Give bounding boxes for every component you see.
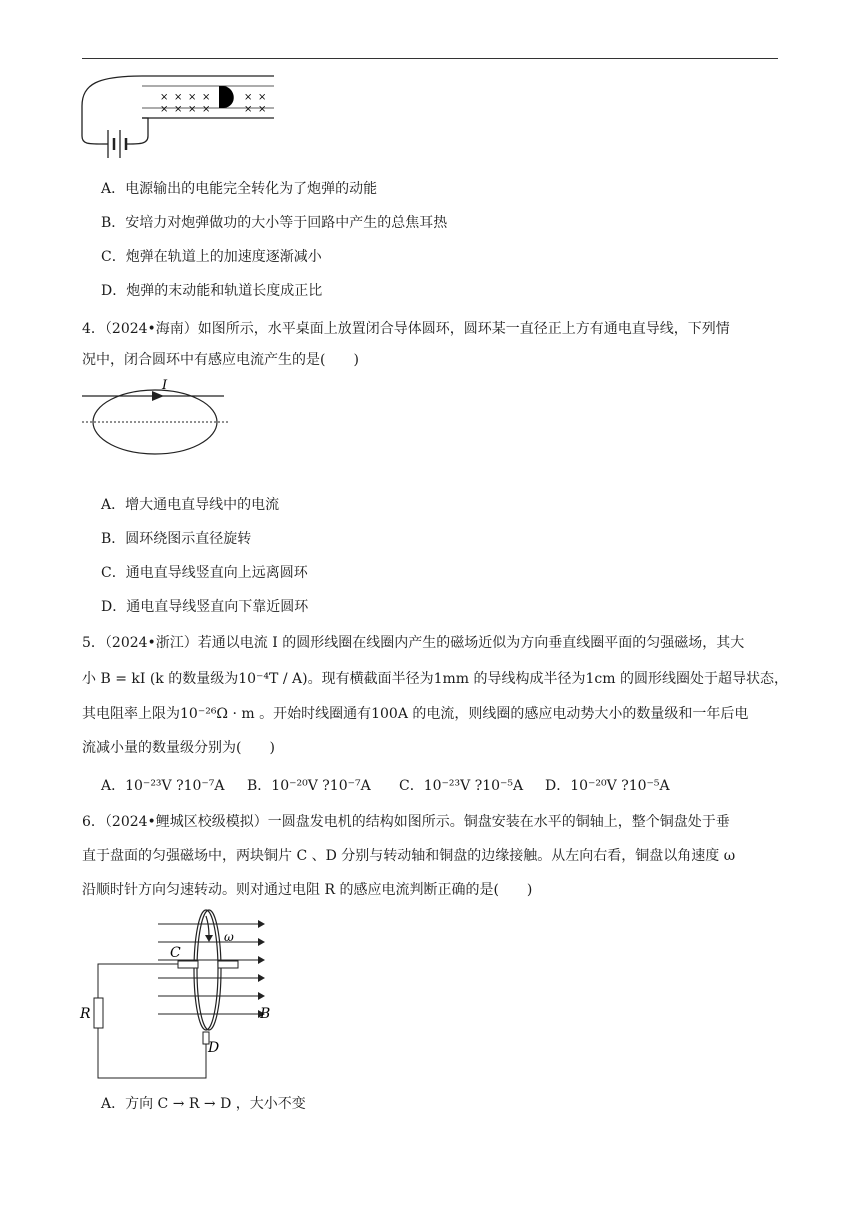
field-mark: ×: [174, 104, 183, 115]
question-5-line-1: 5．（2024•浙江）若通以电流 I 的圆形线圈在线圈内产生的磁场近似为方向垂直线圈平面的匀强磁场，其大: [82, 635, 745, 651]
option-c: C．炮弹在轨道上的加速度逐渐减小: [101, 249, 322, 265]
option-b: B．10⁻²⁰V ?10⁻⁷A: [247, 778, 371, 794]
field-mark: ×: [188, 104, 197, 115]
field-mark: ×: [258, 104, 267, 115]
rail-gun-figure: [78, 66, 278, 166]
question-5-line-2: 小 B = kI (k 的数量级为10⁻⁴T / A)。现有横截面半径为1mm 的导线构成半径为1cm 的圆形线圈处于超导状态，: [82, 671, 788, 687]
option-a: A．方向 C → R → D ，大小不变: [101, 1096, 306, 1112]
question-5-line-4: 流减小量的数量级分别为( ): [82, 740, 275, 756]
field-mark: ×: [244, 104, 253, 115]
question-4-line-2: 况中，闭合圆环中有感应电流产生的是( ): [82, 352, 359, 368]
disk-generator-figure: [78, 906, 278, 1082]
field-mark: ×: [258, 92, 267, 103]
option-c: C．10⁻²³V ?10⁻⁵A: [399, 778, 524, 794]
b-label: B: [260, 1006, 271, 1022]
question-6-line-2: 直于盘面的匀强磁场中，两块铜片 C 、D 分别与转动轴和铜盘的边缘接触。从左向右看，铜盘以角速度 ω: [82, 848, 736, 864]
option-d: D．10⁻²⁰V ?10⁻⁵A: [545, 778, 670, 794]
projectile-shape: [219, 86, 234, 108]
option-d: D．通电直导线竖直向下靠近圆环: [101, 599, 309, 615]
field-mark: ×: [244, 92, 253, 103]
r-label: R: [80, 1006, 91, 1022]
field-mark: ×: [202, 92, 211, 103]
ring-wire-figure: [80, 374, 230, 462]
field-mark: ×: [202, 104, 211, 115]
omega-label: ω: [224, 930, 234, 944]
d-label: D: [208, 1040, 220, 1056]
field-mark: ×: [160, 92, 169, 103]
field-mark: ×: [174, 92, 183, 103]
option-b: B．安培力对炮弹做功的大小等于回路中产生的总焦耳热: [101, 215, 448, 231]
c-label: C: [170, 945, 181, 961]
option-d: D．炮弹的末动能和轨道长度成正比: [101, 283, 323, 299]
question-6-line-1: 6．（2024•鲤城区校级模拟）一圆盘发电机的结构如图所示。铜盘安装在水平的铜轴上，整个铜盘处于垂: [82, 814, 730, 830]
option-a: A．增大通电直导线中的电流: [101, 497, 280, 513]
option-a: A．10⁻²³V ?10⁻⁷A: [101, 778, 225, 794]
field-mark: ×: [188, 92, 197, 103]
question-5-line-3: 其电阻率上限为10⁻²⁶Ω · m 。开始时线圈通有100A 的电流，则线圈的感应电动势大小的数量级和一年后电: [82, 706, 749, 722]
question-6-line-3: 沿顺时针方向匀速转动。则对通过电阻 R 的感应电流判断正确的是( ): [82, 882, 533, 898]
option-c: C．通电直导线竖直向上远离圆环: [101, 565, 308, 581]
header-rule: [82, 58, 778, 59]
question-4-line-1: 4．（2024•海南）如图所示，水平桌面上放置闭合导体圆环，圆环某一直径正上方有通电直导线，下列情: [82, 321, 730, 337]
option-b: B．圆环绕图示直径旋转: [101, 531, 252, 547]
current-label: I: [162, 378, 168, 393]
field-mark: ×: [160, 104, 169, 115]
option-a: A．电源输出的电能完全转化为了炮弹的动能: [101, 181, 378, 197]
